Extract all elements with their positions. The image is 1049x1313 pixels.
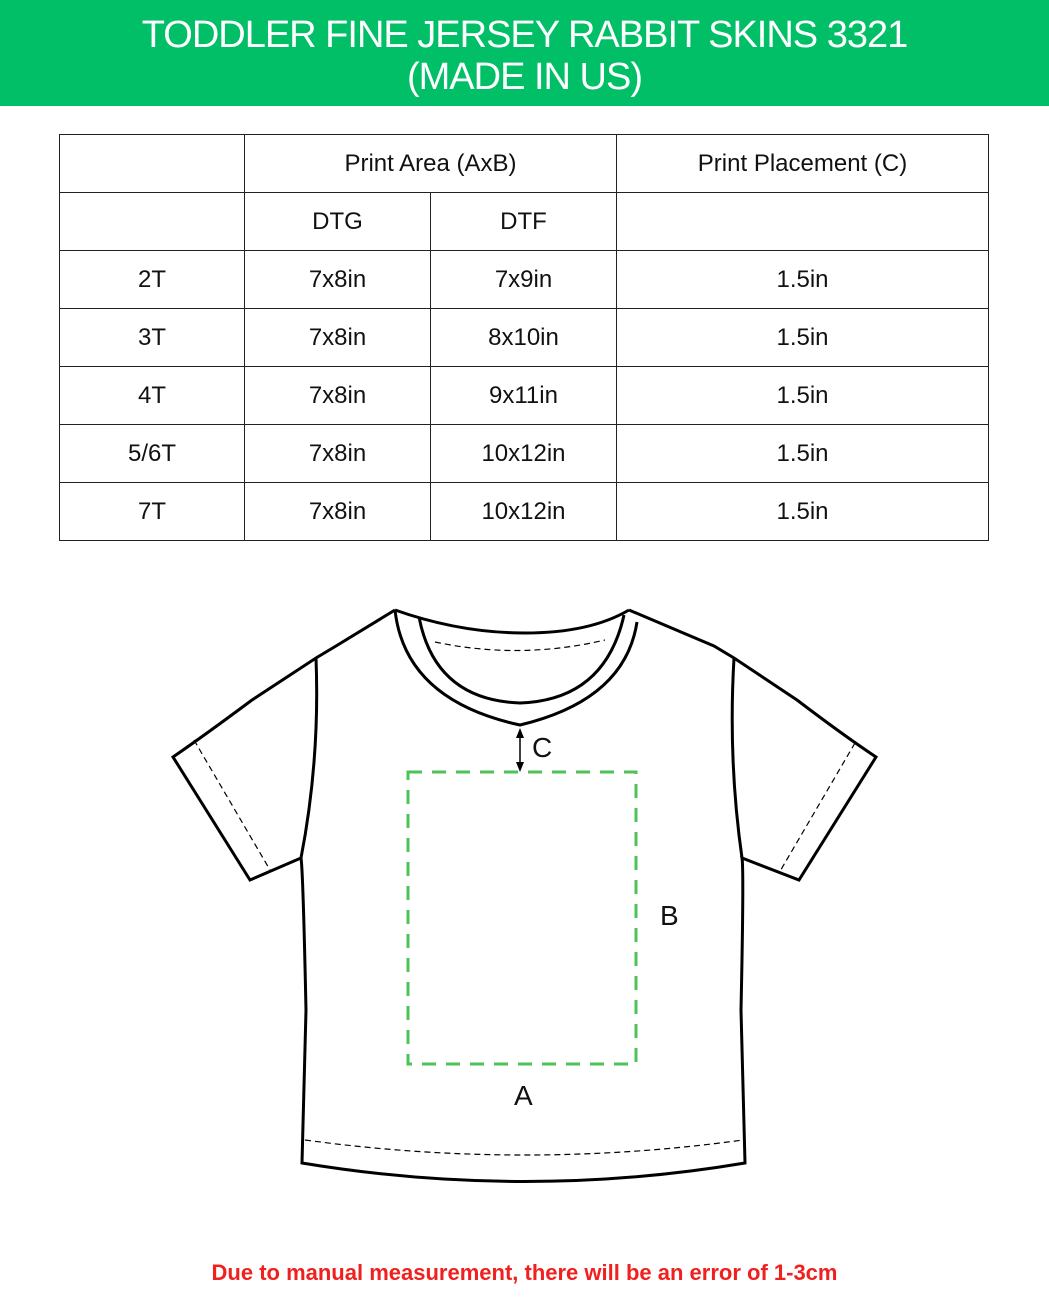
subheader-empty <box>60 193 245 251</box>
dtg-cell: 7x8in <box>245 367 431 425</box>
dtg-cell: 7x8in <box>245 251 431 309</box>
label-b: B <box>660 900 679 931</box>
label-a: A <box>514 1080 533 1111</box>
table-subheader-row <box>60 193 989 251</box>
placement-cell: 1.5in <box>617 251 989 309</box>
size-cell: 7T <box>60 483 245 541</box>
dtf-cell: 7x9in <box>431 251 617 309</box>
title-banner <box>0 0 1049 106</box>
dtf-cell: 8x10in <box>431 309 617 367</box>
table-row <box>60 251 989 309</box>
size-cell: 5/6T <box>60 425 245 483</box>
table-row <box>60 309 989 367</box>
placement-cell: 1.5in <box>617 425 989 483</box>
subheader-dtf: DTF <box>431 193 617 251</box>
placement-cell: 1.5in <box>617 483 989 541</box>
dtg-cell: 7x8in <box>245 425 431 483</box>
title-line-1: TODDLER FINE JERSEY RABBIT SKINS 3321 <box>141 14 908 56</box>
placement-cell: 1.5in <box>617 309 989 367</box>
title-line-2: (MADE IN US) <box>407 56 642 98</box>
dtf-cell: 10x12in <box>431 425 617 483</box>
header-empty <box>60 135 245 193</box>
table-row <box>60 483 989 541</box>
measurement-note: Due to manual measurement, there will be an error of 1-3cm <box>211 1260 838 1285</box>
table-row <box>60 425 989 483</box>
size-cell: 4T <box>60 367 245 425</box>
table-header-row <box>60 135 989 193</box>
dtf-cell: 10x12in <box>431 483 617 541</box>
print-area-table <box>59 134 989 541</box>
dtf-cell: 9x11in <box>431 367 617 425</box>
label-c: C <box>532 732 553 763</box>
dtg-cell: 7x8in <box>245 309 431 367</box>
tshirt-diagram-icon <box>0 590 1049 1240</box>
subheader-empty-placement <box>617 193 989 251</box>
size-cell: 3T <box>60 309 245 367</box>
header-print-placement: Print Placement (C) <box>617 135 989 193</box>
header-print-area: Print Area (AxB) <box>245 135 617 193</box>
subheader-dtg: DTG <box>245 193 431 251</box>
dtg-cell: 7x8in <box>245 483 431 541</box>
placement-cell: 1.5in <box>617 367 989 425</box>
size-cell: 2T <box>60 251 245 309</box>
table-row <box>60 367 989 425</box>
